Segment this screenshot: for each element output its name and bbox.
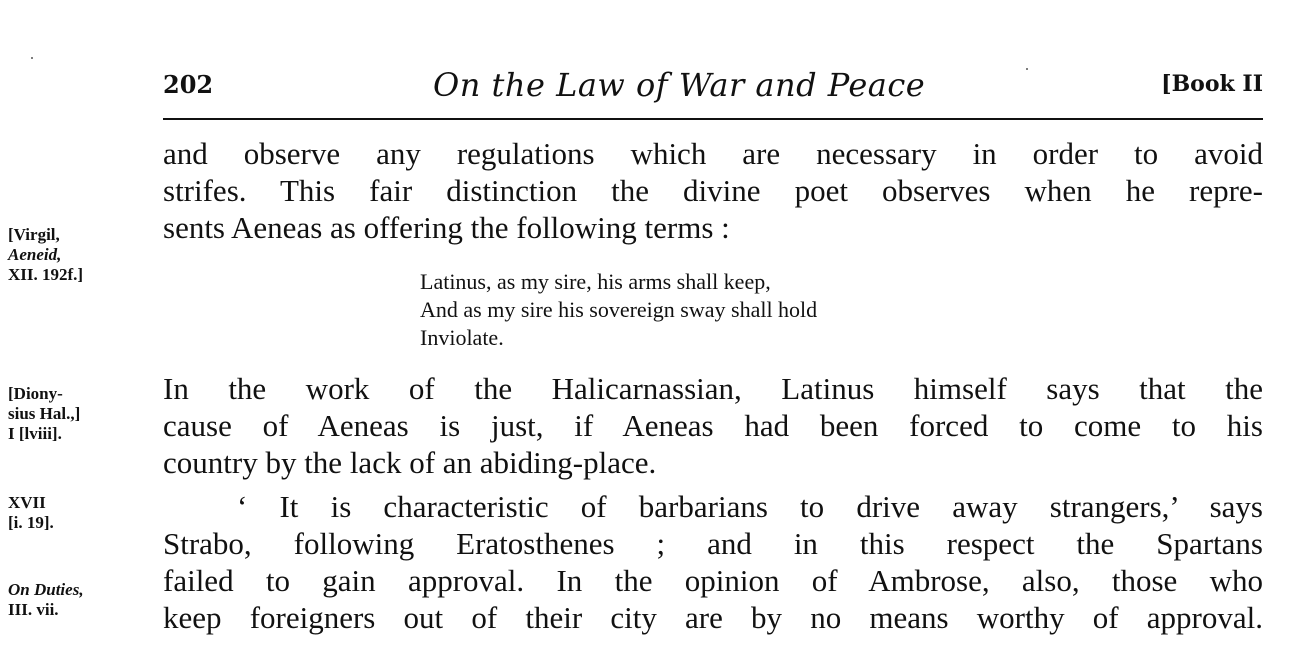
paragraph-1 bbox=[163, 135, 1263, 246]
margin-note-virgil bbox=[8, 225, 83, 285]
margin-note-duties bbox=[8, 580, 84, 620]
text-line: strifes. This fair distinction the divine poet observes when he repre- bbox=[163, 173, 1263, 208]
text-line: keep foreigners out of their city are by no means worthy of approval. bbox=[163, 600, 1263, 635]
scan-speck bbox=[1026, 68, 1028, 70]
paragraph-3 bbox=[163, 488, 1263, 636]
scan-speck bbox=[31, 57, 33, 59]
page-number: 202 bbox=[163, 70, 214, 99]
text-line: sents Aeneas as offering the following terms : bbox=[163, 210, 730, 245]
note-line: Aeneid, bbox=[8, 245, 62, 264]
note-line: On Duties, bbox=[8, 580, 84, 599]
note-line: [Virgil, bbox=[8, 225, 60, 244]
text-line: country by the lack of an abiding-place. bbox=[163, 445, 657, 480]
paragraph-2 bbox=[163, 370, 1263, 481]
margin-note-dionysius bbox=[8, 384, 80, 444]
verse-line: And as my sire his sovereign sway shall hold bbox=[420, 297, 818, 322]
margin-note-strabo bbox=[8, 493, 54, 533]
note-line: sius Hal.,] bbox=[8, 404, 81, 423]
text-line: In the work of the Halicarnassian, Latinus himself says that the bbox=[163, 371, 1263, 406]
running-header bbox=[163, 66, 1263, 110]
note-line: I [lviii]. bbox=[8, 424, 62, 443]
verse-quotation bbox=[420, 268, 817, 352]
note-line: [i. 19]. bbox=[8, 513, 54, 532]
note-line: XII. 192f.] bbox=[8, 265, 84, 284]
note-line: XVII bbox=[8, 493, 46, 512]
header-rule bbox=[163, 118, 1263, 120]
text-line: ‘ It is characteristic of barbarians to drive away strangers,’ says bbox=[237, 489, 1263, 524]
text-line: failed to gain approval. In the opinion of Ambrose, also, those who bbox=[163, 563, 1263, 598]
verse-line: Inviolate. bbox=[420, 325, 504, 350]
running-title: On the Law of War and Peace bbox=[433, 66, 926, 104]
note-line: [Diony- bbox=[8, 384, 63, 403]
note-line: III. vii. bbox=[8, 600, 59, 619]
verse-line: Latinus, as my sire, his arms shall keep, bbox=[420, 269, 771, 294]
text-line: and observe any regulations which are necessary in order to avoid bbox=[163, 136, 1263, 171]
book-label: [Book II bbox=[1161, 71, 1263, 97]
text-line: cause of Aeneas is just, if Aeneas had been forced to come to his bbox=[163, 408, 1263, 443]
text-line: Strabo, following Eratosthenes ; and in this respect the Spartans bbox=[163, 526, 1263, 561]
